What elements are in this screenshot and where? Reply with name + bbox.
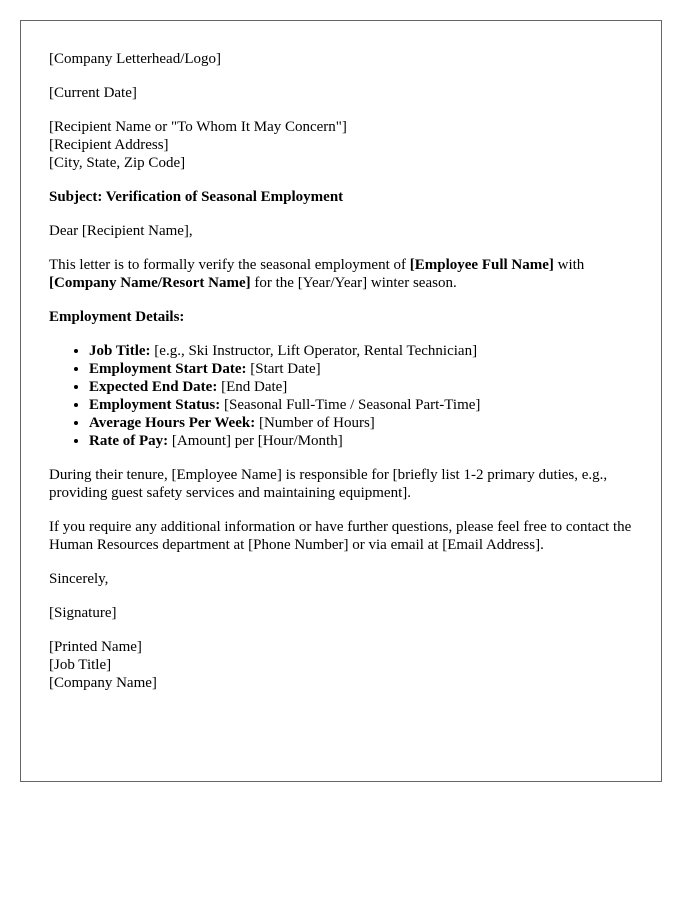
details-heading (49, 308, 633, 326)
letterhead: [Company Letterhead/Logo] (49, 51, 222, 67)
detail-value: [e.g., Ski Instructor, Lift Operator, Rental Technician] (150, 343, 478, 359)
intro-text-3: for the [Year/Year] winter season. (250, 275, 457, 291)
intro-text-2: with (553, 257, 585, 273)
letter-date: [Current Date] (49, 85, 137, 101)
detail-item-hours (89, 414, 633, 432)
details-heading-text: Employment Details: (49, 309, 185, 325)
salutation: Dear [Recipient Name], (49, 223, 193, 239)
company-name-placeholder: [Company Name/Resort Name] (49, 275, 251, 291)
detail-value: [Amount] per [Hour/Month] (168, 433, 343, 449)
detail-item-end-date (89, 378, 633, 396)
detail-value: [End Date] (217, 379, 288, 395)
details-list (49, 342, 633, 450)
detail-label: Average Hours Per Week: (89, 415, 256, 431)
employee-name-placeholder: [Employee Full Name] (409, 257, 554, 273)
detail-item-job-title (89, 342, 633, 360)
closing: Sincerely, (49, 571, 109, 587)
detail-label: Employment Start Date: (89, 361, 247, 377)
subject-line (49, 188, 633, 206)
detail-item-status (89, 396, 633, 414)
detail-label: Rate of Pay: (89, 433, 169, 449)
contact-paragraph: If you require any additional information or have further questions, please feel free to contact the Human Resources department at [Phone Number] or via email at [Email Address]. (49, 519, 632, 553)
recipient-city: [City, State, Zip Code] (49, 155, 186, 171)
detail-value: [Number of Hours] (255, 415, 375, 431)
detail-value: [Seasonal Full-Time / Seasonal Part-Time] (220, 397, 481, 413)
intro-paragraph (49, 256, 633, 292)
intro-text-1: This letter is to formally verify the seasonal employment of (49, 257, 410, 273)
detail-item-start-date (89, 360, 633, 378)
signer-company: [Company Name] (49, 675, 157, 691)
signer-title: [Job Title] (49, 657, 112, 673)
signer-block (49, 638, 633, 692)
recipient-block (49, 118, 633, 172)
detail-label: Employment Status: (89, 397, 221, 413)
signature-placeholder: [Signature] (49, 605, 117, 621)
letter-page (20, 20, 662, 782)
signer-name: [Printed Name] (49, 639, 142, 655)
detail-value: [Start Date] (246, 361, 321, 377)
recipient-name: [Recipient Name or "To Whom It May Concern"] (49, 119, 347, 135)
subject-text: Subject: Verification of Seasonal Employment (49, 189, 344, 205)
detail-label: Expected End Date: (89, 379, 218, 395)
duties-paragraph: During their tenure, [Employee Name] is responsible for [briefly list 1-2 primary duties, e.g., providing guest safety services and maintaining equipment]. (49, 467, 608, 501)
detail-label: Job Title: (89, 343, 151, 359)
detail-item-pay (89, 432, 633, 450)
recipient-address: [Recipient Address] (49, 137, 169, 153)
